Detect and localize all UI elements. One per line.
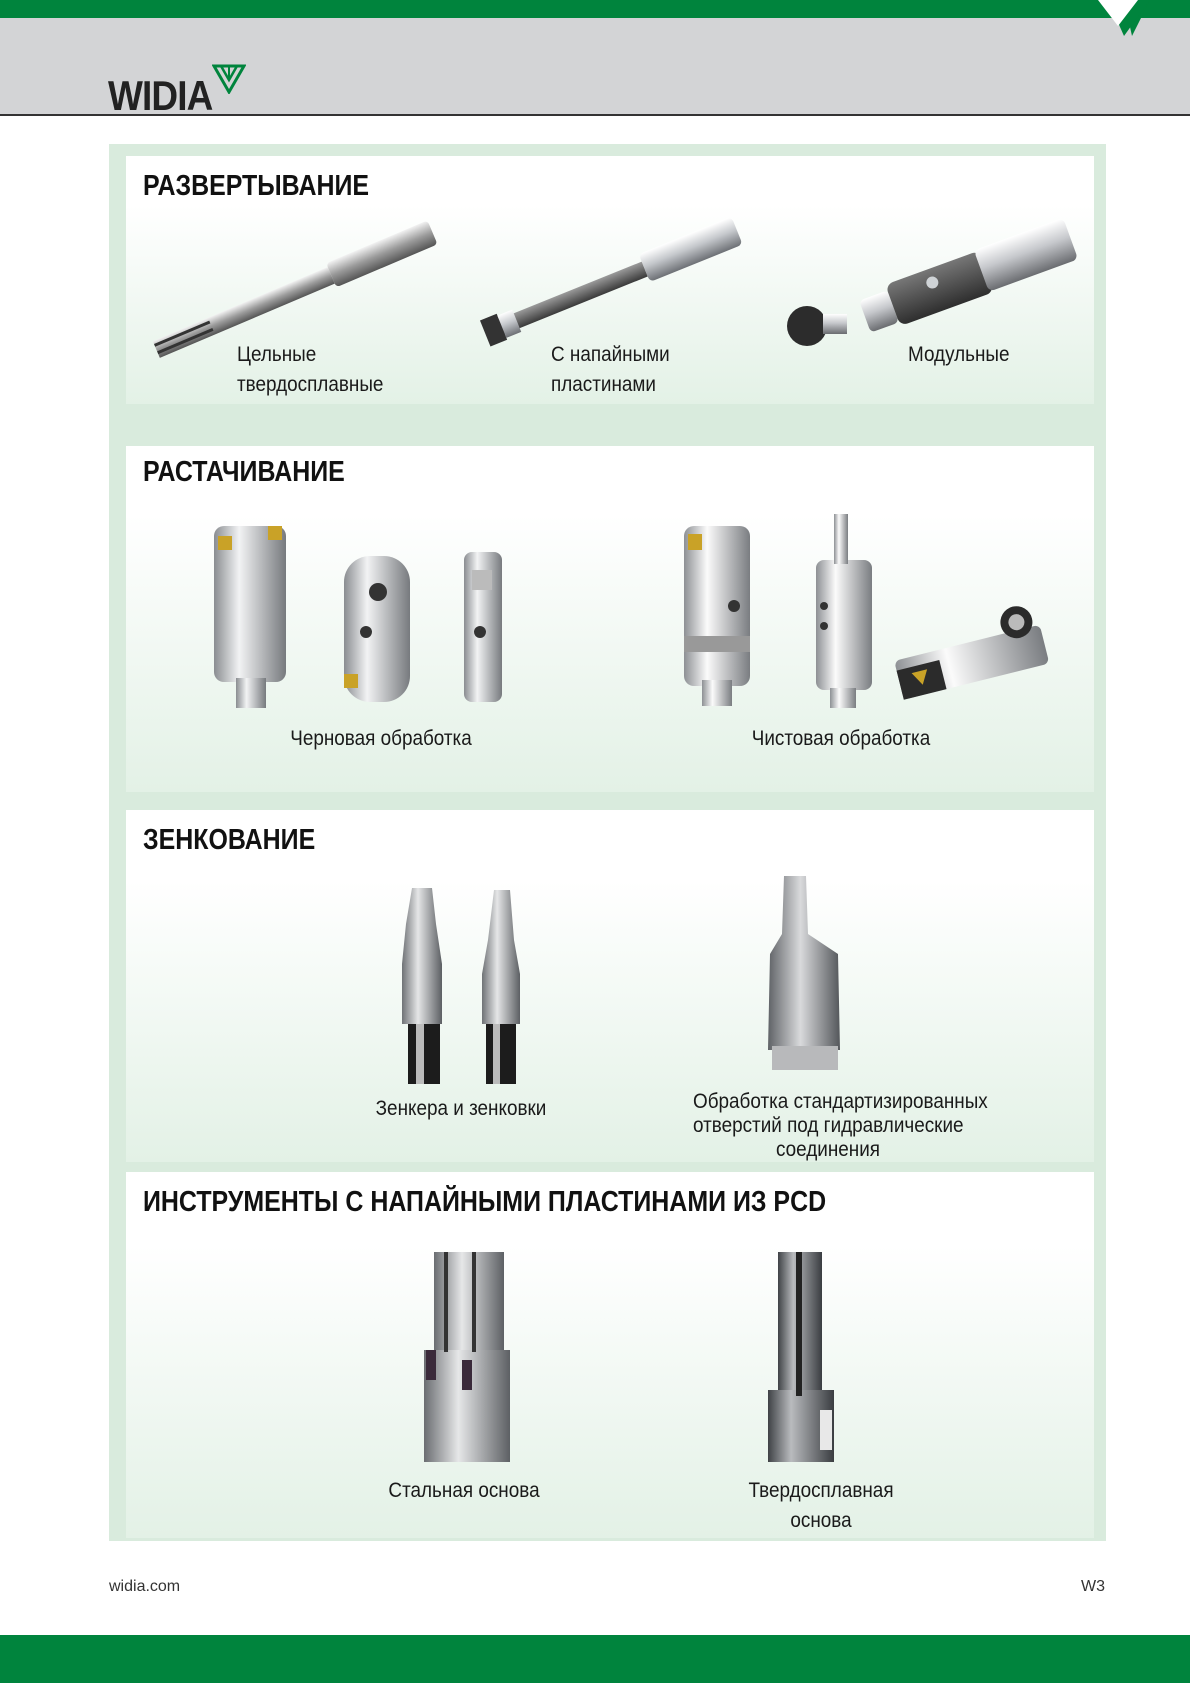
caption-hydraulic-ports: Обработка стандартизированных отверстий под гидравлические соединения <box>693 1090 988 1161</box>
steel-body-pcd-tool-image <box>414 1250 524 1465</box>
section-boring <box>126 446 1094 792</box>
hydraulic-port-tool-image <box>748 874 868 1074</box>
section-reaming <box>126 156 1094 404</box>
countersinks-image <box>390 884 540 1089</box>
logo-text: WIDIA <box>108 72 213 119</box>
caption-finishing: Чистовая обработка <box>751 727 931 750</box>
section-pcd-tools <box>126 1172 1094 1538</box>
caption-countersinks: Зенкера и зенковки <box>375 1097 547 1120</box>
caption-roughing: Черновая обработка <box>290 727 472 750</box>
header-corner-notch-inner <box>1098 0 1138 26</box>
section-countersinking <box>126 810 1094 1162</box>
section-title: ИНСТРУМЕНТЫ С НАПАЙНЫМИ ПЛАСТИНАМИ ИЗ PCD <box>143 1186 827 1218</box>
bottom-brand-bar <box>0 1635 1190 1683</box>
footer-page-number: W3 <box>1081 1578 1105 1595</box>
page-header <box>0 18 1190 119</box>
finishing-tools-image <box>674 510 1074 720</box>
section-title: РАЗВЕРТЫВАНИЕ <box>143 170 370 202</box>
section-title: РАСТАЧИВАНИЕ <box>143 456 345 488</box>
top-brand-bar <box>0 0 1190 18</box>
caption-modular: Модульные <box>908 343 1010 366</box>
caption-carbide-body: Твердосплавная основа <box>748 1479 894 1532</box>
carbide-body-pcd-tool-image <box>746 1250 846 1465</box>
caption-brazed-inserts: С напайными пластинами <box>551 343 670 396</box>
section-title: ЗЕНКОВАНИЕ <box>143 824 316 856</box>
footer-website[interactable]: widia.com <box>109 1578 181 1595</box>
brazed-reamer-image <box>458 214 768 354</box>
roughing-tools-image <box>206 522 536 722</box>
caption-steel-body: Стальная основа <box>388 1479 540 1502</box>
widia-triangle-icon <box>212 64 246 94</box>
caption-solid-carbide: Цельные твердосплавные <box>237 343 384 396</box>
